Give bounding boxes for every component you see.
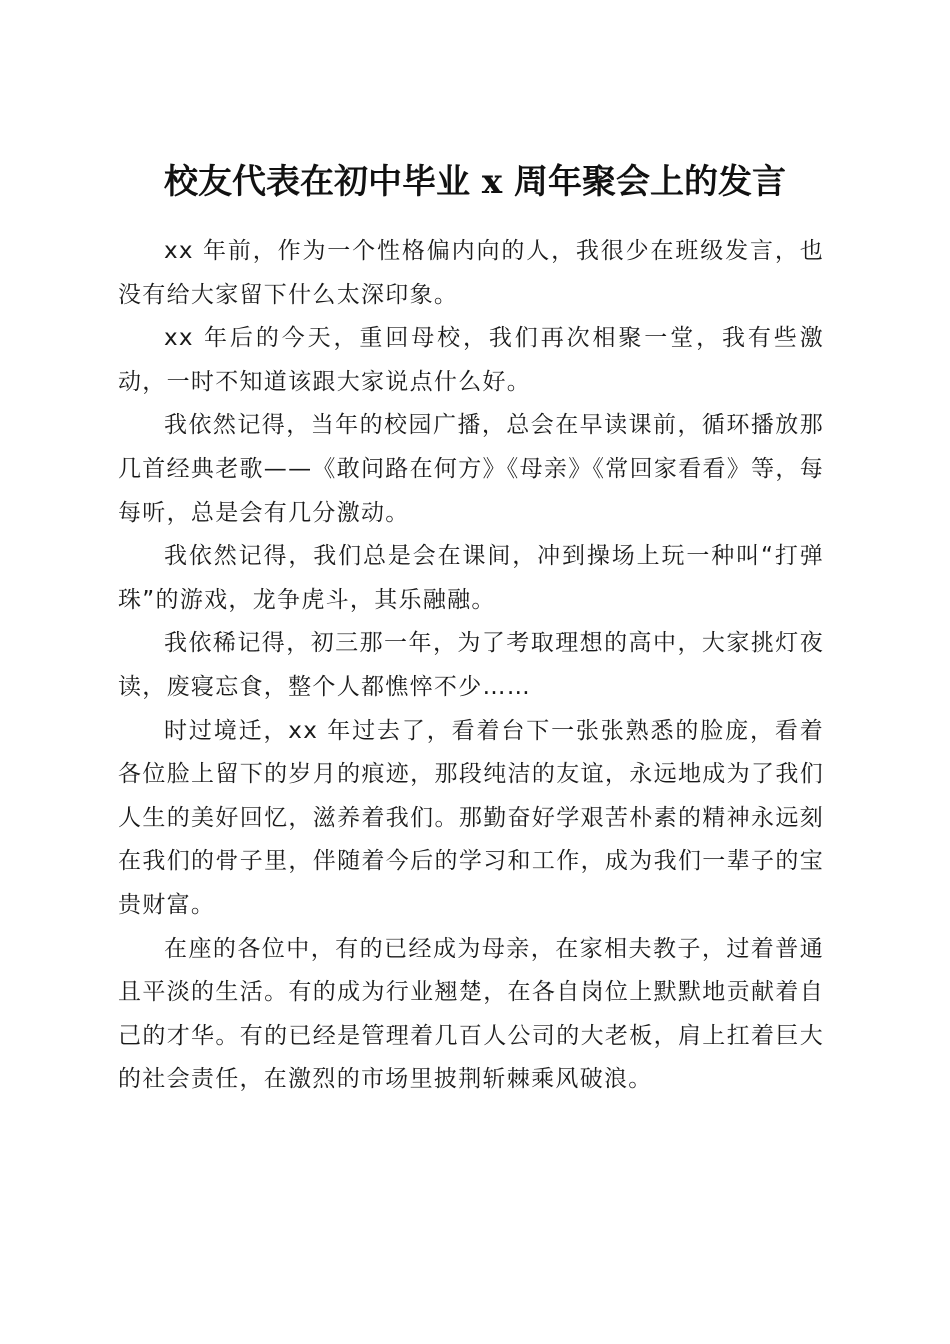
- paragraph: 我依稀记得，初三那一年，为了考取理想的高中，大家挑灯夜读，废寝忘食，整个人都憔悴不少……: [118, 630, 824, 700]
- paragraph: xx 年前，作为一个性格偏内向的人，我很少在班级发言，也没有给大家留下什么太深印象。: [118, 238, 824, 308]
- paragraph: 时过境迁，xx 年过去了，看着台下一张张熟悉的脸庞，看着各位脸上留下的岁月的痕迹，那段纯洁的友谊，永远地成为了我们人生的美好回忆，滋养着我们。那勤奋好学艰苦朴素的精神永远刻在我们的骨子里，伴随着今后的学习和工作，成为我们一辈子的宝贵财富。: [118, 717, 824, 918]
- paragraph: xx 年后的今天，重回母校，我们再次相聚一堂，我有些激动，一时不知道该跟大家说点什么好。: [118, 325, 824, 395]
- paragraph: 我依然记得，我们总是会在课间，冲到操场上玩一种叫“打弹珠”的游戏，龙争虎斗，其乐融融。: [118, 543, 824, 613]
- document-body: [118, 230, 824, 1102]
- document-title: 校友代表在初中毕业 x 周年聚会上的发言: [164, 161, 786, 202]
- paragraph: 我依然记得，当年的校园广播，总会在早读课前，循环播放那几首经典老歌——《敢问路在何方》《母亲》《常回家看看》等，每每听，总是会有几分激动。: [118, 412, 824, 526]
- paragraph: 在座的各位中，有的已经成为母亲，在家相夫教子，过着普通且平淡的生活。有的成为行业翘楚，在各自岗位上默默地贡献着自己的才华。有的已经是管理着几百人公司的大老板，肩上扛着巨大的社会责任，在激烈的市场里披荆斩棘乘风破浪。: [118, 935, 824, 1093]
